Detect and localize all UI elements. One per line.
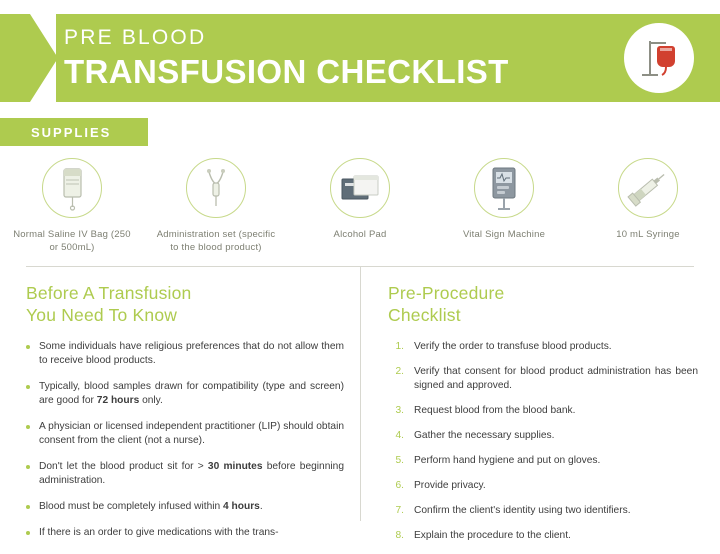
- right-title-line2: Checklist: [388, 305, 461, 325]
- item-text: Gather the necessary supplies.: [414, 430, 555, 441]
- iv-bag-icon: [42, 158, 102, 218]
- list-item: [388, 429, 698, 443]
- supply-item: [0, 158, 144, 258]
- item-number: 1.: [395, 341, 404, 352]
- pre-procedure-section: [388, 282, 698, 554]
- supplies-list: [0, 158, 720, 258]
- supply-label: Vital Sign Machine: [462, 229, 546, 240]
- item-text: Perform hand hygiene and put on gloves.: [414, 455, 601, 466]
- supply-label: 10 mL Syringe: [616, 229, 680, 240]
- vital-sign-machine-icon: [474, 158, 534, 218]
- item-number: 5.: [395, 455, 404, 466]
- item-number: 3.: [395, 405, 404, 416]
- list-item: Blood must be completely infused within 4 hours.: [26, 500, 344, 514]
- supply-item: [432, 158, 576, 258]
- item-text: Verify that consent for blood product administration has been signed and approved.: [414, 366, 698, 391]
- item-text: Confirm the client's identity using two identifiers.: [414, 505, 631, 516]
- header-title-block: [64, 26, 509, 92]
- pre-procedure-list: [388, 340, 698, 543]
- before-transfusion-list: [26, 340, 344, 540]
- item-text: Verify the order to transfuse blood products.: [414, 341, 612, 352]
- list-item: A physician or licensed independent practitioner (LIP) should obtain consent from the client (not a nurse).: [26, 420, 344, 448]
- header-arrow-shape: [0, 14, 58, 102]
- list-item: Some individuals have religious preferences that do not allow them to receive blood products.: [26, 340, 344, 368]
- alcohol-pad-icon: [330, 158, 390, 218]
- syringe-icon: [618, 158, 678, 218]
- left-title-line2: You Need To Know: [26, 305, 178, 325]
- blood-bag-iv-pole-icon: [624, 23, 694, 93]
- list-item: If there is an order to give medications with the trans-: [26, 526, 344, 540]
- supplies-section-header: [0, 118, 148, 146]
- supply-item: [144, 158, 288, 258]
- right-column-title: [388, 282, 698, 326]
- item-number: 6.: [395, 480, 404, 491]
- item-text: Provide privacy.: [414, 480, 486, 491]
- list-item: [388, 404, 698, 418]
- left-column-title: [26, 282, 344, 326]
- list-item: [388, 365, 698, 393]
- supply-label: Administration set (specific to the blood product): [156, 229, 276, 253]
- list-item: Typically, blood samples drawn for compatibility (type and screen) are good for 72 hours only.: [26, 380, 344, 408]
- item-number: 8.: [395, 530, 404, 541]
- right-title-line1: Pre-Procedure: [388, 283, 505, 303]
- document-header: [0, 14, 720, 102]
- vertical-divider: [360, 266, 361, 521]
- list-item: [388, 479, 698, 493]
- page-title: TRANSFUSION CHECKLIST: [64, 53, 509, 90]
- list-item: [388, 340, 698, 354]
- item-number: 7.: [395, 505, 404, 516]
- list-item: [388, 529, 698, 543]
- item-number: 4.: [395, 430, 404, 441]
- supply-item: [288, 158, 432, 258]
- item-text: Request blood from the blood bank.: [414, 405, 576, 416]
- before-transfusion-section: [26, 282, 344, 552]
- administration-set-icon: [186, 158, 246, 218]
- supply-label: Alcohol Pad: [333, 229, 387, 240]
- page-title-eyebrow: PRE BLOOD: [64, 26, 207, 49]
- list-item: Don't let the blood product sit for > 30 minutes before beginning administration.: [26, 460, 344, 488]
- left-title-line1: Before A Transfusion: [26, 283, 192, 303]
- list-item: [388, 504, 698, 518]
- item-number: 2.: [395, 366, 404, 377]
- supply-label: Normal Saline IV Bag (250 or 500mL): [13, 229, 131, 253]
- supply-item: [576, 158, 720, 258]
- item-text: Explain the procedure to the client.: [414, 530, 571, 541]
- supplies-label: SUPPLIES: [31, 125, 112, 140]
- list-item: [388, 454, 698, 468]
